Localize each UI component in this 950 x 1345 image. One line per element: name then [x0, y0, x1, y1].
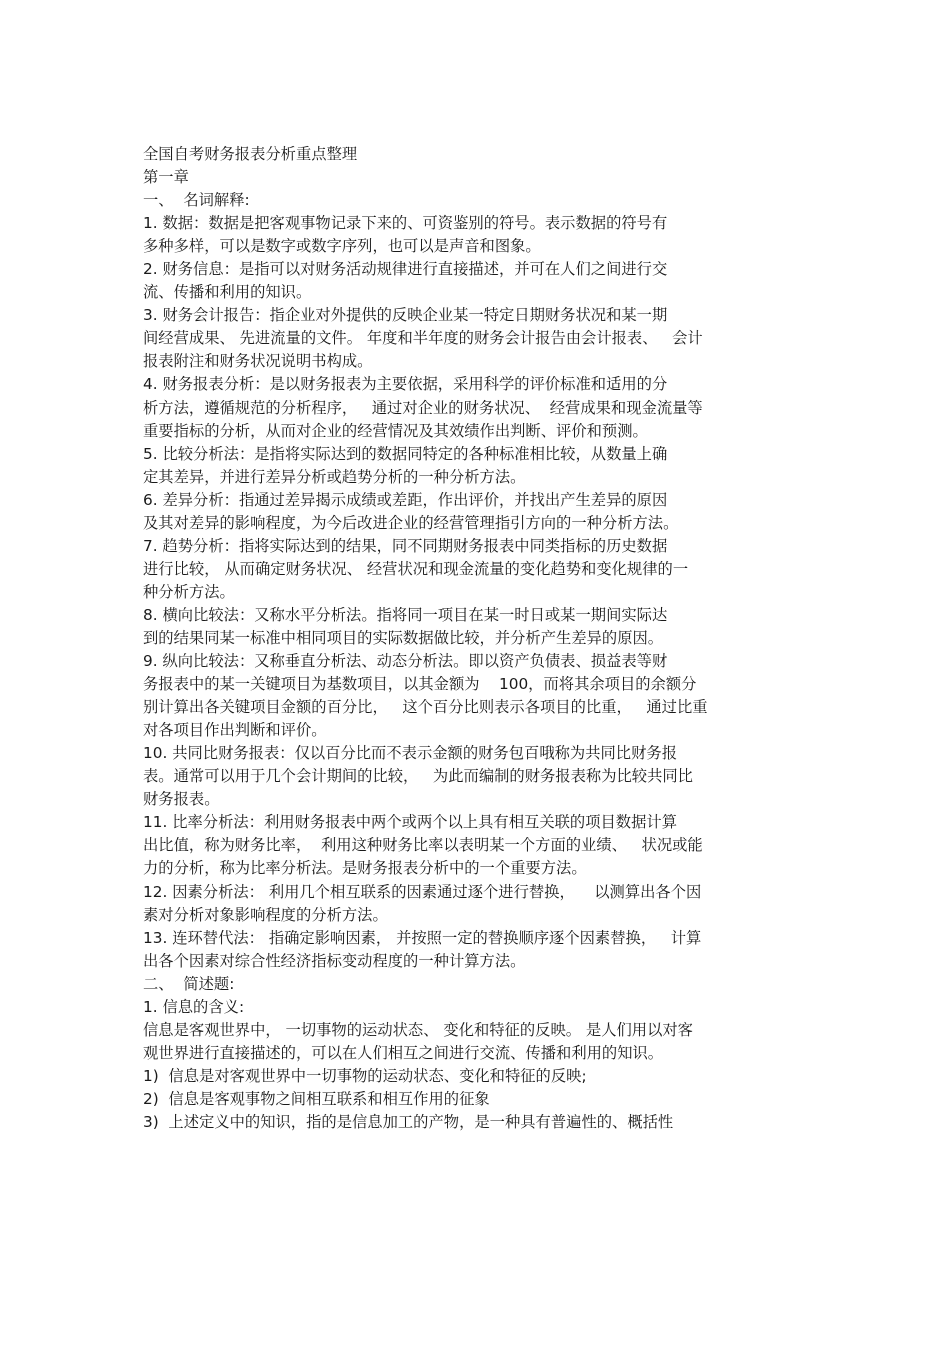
text-line: 进行比较， 从而确定财务状况、 经营状况和现金流量的变化趋势和变化规律的一 — [143, 559, 689, 578]
text-line: 3) 上述定义中的知识，指的是信息加工的产物，是一种具有普遍性的、概括性 — [143, 1112, 674, 1131]
text-line: 一、 名词解释: — [143, 191, 250, 210]
text-line: 4. 财务报表分析：是以财务报表为主要依据，采用科学的评价标准和适用的分 — [143, 375, 668, 394]
text-line: 定其差异，并进行差异分析或趋势分析的一种分析方法。 — [143, 467, 526, 486]
text-line: 11. 比率分析法：利用财务报表中两个或两个以上具有相互关联的项目数据计算 — [143, 813, 677, 832]
text-line: 及其对差异的影响程度，为今后改进企业的经营管理指引方向的一种分析方法。 — [143, 513, 679, 532]
text-line: 务报表中的某一关键项目为基数项目，以其金额为 100，而将其余项目的余额分 — [143, 675, 697, 694]
text-line: 财务报表。 — [143, 790, 220, 809]
text-line: 1. 数据：数据是把客观事物记录下来的、可资鉴别的符号。表示数据的符号有 — [143, 214, 668, 233]
text-line: 对各项目作出判断和评价。 — [143, 721, 327, 740]
text-line: 素对分析对象影响程度的分析方法。 — [143, 905, 388, 924]
text-line: 到的结果同某一标准中相同项目的实际数据做比较，并分析产生差异的原因。 — [143, 628, 664, 647]
text-line: 8. 横向比较法：又称水平分析法。指将同一项目在某一时日或某一期间实际达 — [143, 605, 668, 624]
text-line: 表。通常可以用于几个会计期间的比较， 为此而编制的财务报表称为比较共同比 — [143, 767, 693, 786]
text-line: 力的分析，称为比率分析法。是财务报表分析中的一个重要方法。 — [143, 859, 587, 878]
text-line: 1. 信息的含义: — [143, 997, 245, 1016]
text-line: 9. 纵向比较法：又称垂直分析法、动态分析法。即以资产负债表、损益表等财 — [143, 652, 668, 671]
text-line: 间经营成果、 先进流量的文件。 年度和半年度的财务会计报告由会计报表、 会计 — [143, 329, 703, 348]
text-line: 7. 趋势分析：指将实际达到的结果，同不同期财务报表中同类指标的历史数据 — [143, 536, 668, 555]
text-line: 种分析方法。 — [143, 582, 235, 601]
text-line: 全国自考财务报表分析重点整理 — [143, 145, 358, 163]
text-line: 2) 信息是客观事物之间相互联系和相互作用的征象 — [143, 1089, 490, 1108]
text-line: 3. 财务会计报告：指企业对外提供的反映企业某一特定日期财务状况和某一期 — [143, 306, 668, 325]
text-line: 信息是客观世界中， 一切事物的运动状态、 变化和特征的反映。 是人们用以对客 — [143, 1020, 693, 1039]
text-line: 二、 简述题: — [143, 974, 235, 993]
text-line: 析方法，遵循规范的分析程序， 通过对企业的财务状况、 经营成果和现金流量等 — [143, 398, 703, 417]
text-line: 报表附注和财务状况说明书构成。 — [143, 352, 373, 371]
text-line: 1) 信息是对客观世界中一切事物的运动状态、变化和特征的反映; — [143, 1066, 587, 1085]
text-line: 6. 差异分析：指通过差异揭示成绩或差距，作出评价，并找出产生差异的原因 — [143, 490, 668, 509]
text-line: 5. 比较分析法：是指将实际达到的数据同特定的各种标准相比较，从数量上确 — [143, 444, 668, 463]
text-line: 出比值，称为财务比率， 利用这种财务比率以表明某一个方面的业绩、 状况或能 — [143, 836, 703, 855]
text-line: 流、传播和利用的知识。 — [143, 283, 312, 302]
text-line: 2. 财务信息：是指可以对财务活动规律进行直接描述，并可在人们之间进行交 — [143, 260, 668, 279]
document-body — [143, 143, 808, 1134]
text-line: 13. 连环替代法： 指确定影响因素， 并按照一定的替换顺序逐个因素替换， 计算 — [143, 928, 702, 947]
text-line: 多种多样，可以是数字或数字序列，也可以是声音和图象。 — [143, 237, 541, 256]
text-line: 观世界进行直接描述的，可以在人们相互之间进行交流、传播和利用的知识。 — [143, 1043, 664, 1062]
text-line: 第一章 — [143, 168, 189, 187]
text-line: 出各个因素对综合性经济指标变动程度的一种计算方法。 — [143, 951, 526, 970]
text-line: 重要指标的分析，从而对企业的经营情况及其效绩作出判断、评价和预测。 — [143, 421, 648, 440]
text-line: 12. 因素分析法： 利用几个相互联系的因素通过逐个进行替换， 以测算出各个因 — [143, 882, 702, 901]
text-line: 10. 共同比财务报表：仅以百分比而不表示金额的财务包百哦称为共同比财务报 — [143, 744, 677, 763]
text-line: 别计算出各关键项目金额的百分比， 这个百分比则表示各项目的比重， 通过比重 — [143, 698, 708, 717]
